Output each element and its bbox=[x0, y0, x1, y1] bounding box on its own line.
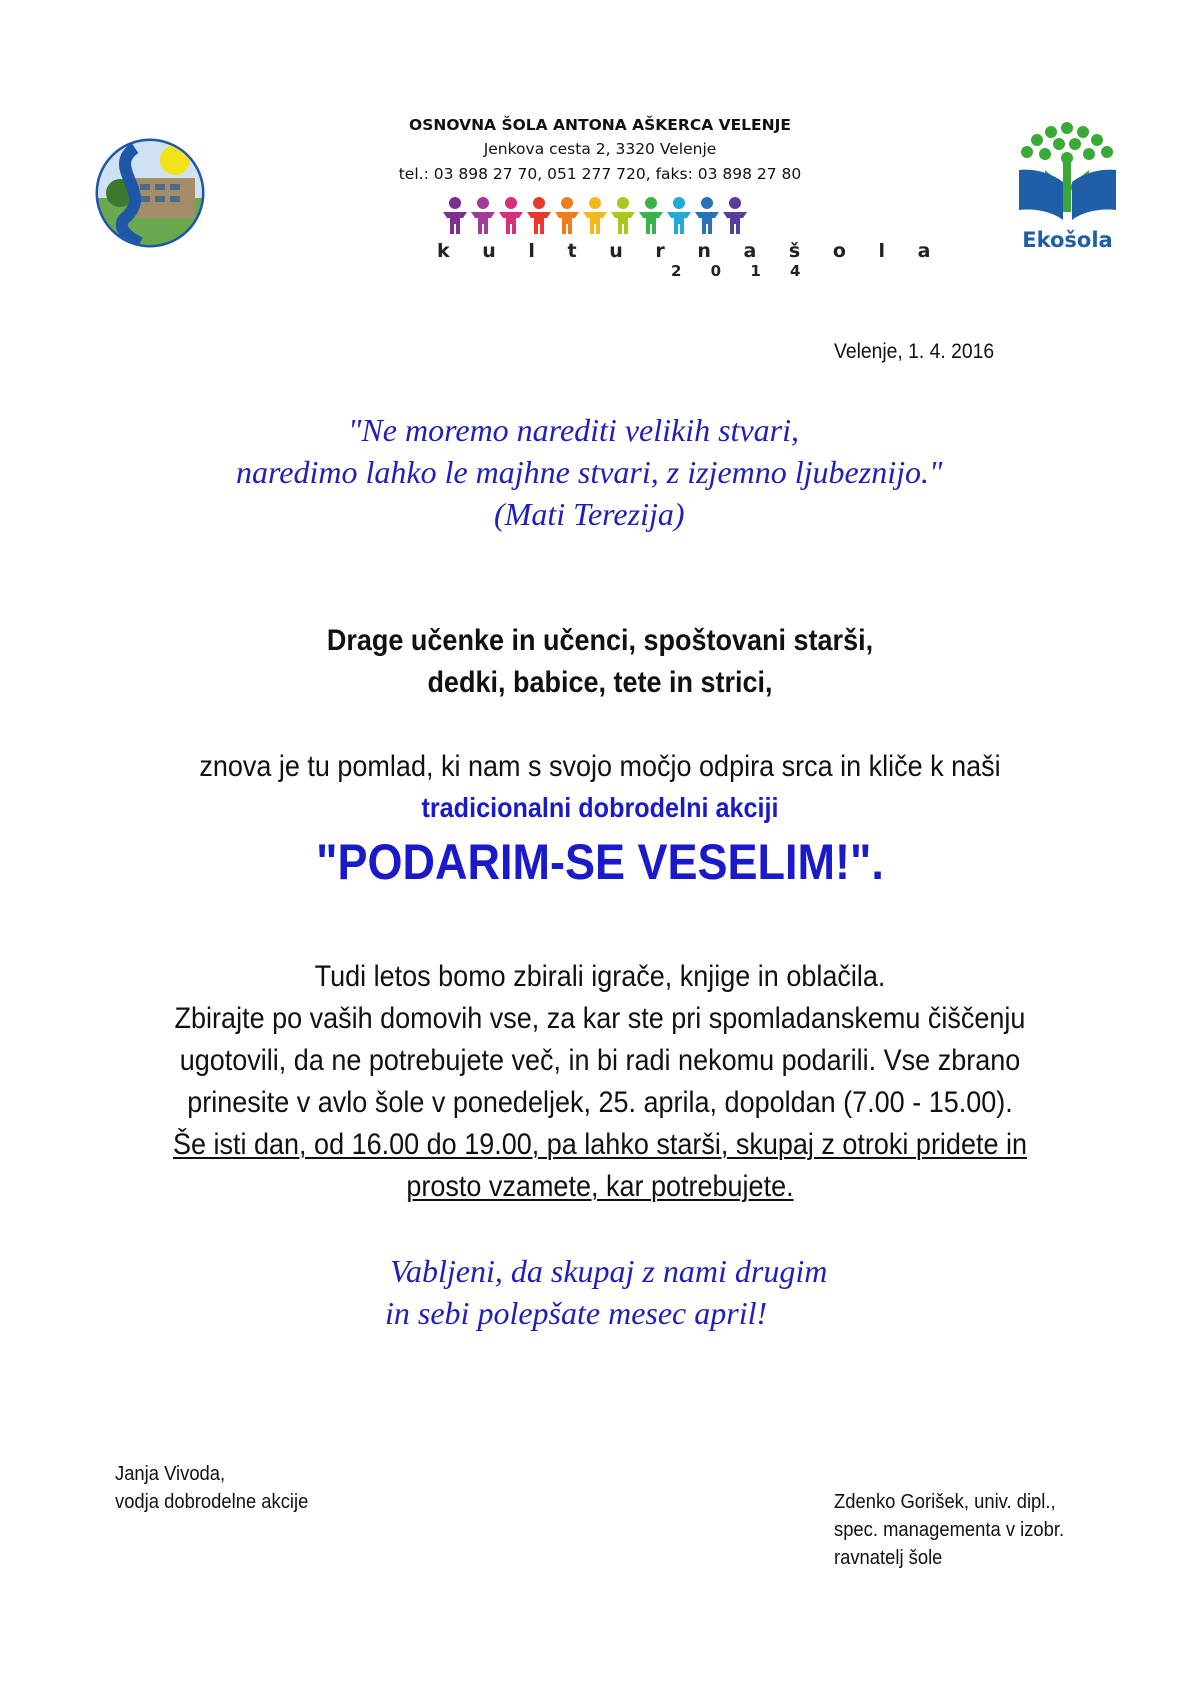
ekosola-logo bbox=[1015, 118, 1120, 258]
signature-right-title: spec. managementa v izobr. bbox=[834, 1519, 1065, 1541]
school-name: OSNOVNA ŠOLA ANTONA AŠKERCA VELENJE bbox=[409, 116, 791, 134]
kulturna-sola-people-icon bbox=[435, 196, 785, 238]
signature-right-name: Zdenko Gorišek, univ. dipl., bbox=[834, 1491, 1056, 1513]
intro-line: znova je tu pomlad, ki nam s svojo močjo odpira srca in kliče k naši bbox=[199, 750, 1001, 783]
ekosola-tree-book-icon bbox=[1015, 118, 1120, 228]
school-logo-icon bbox=[95, 138, 205, 248]
paragraph-line-1: Tudi letos bomo zbirali igrače, knjige in oblačila. bbox=[314, 960, 886, 993]
signature-left-role: vodja dobrodelne akcije bbox=[115, 1491, 309, 1513]
quote-line-2: naredimo lahko le majhne stvari, z izjemno ljubeznijo." bbox=[236, 454, 943, 490]
school-address: Jenkova cesta 2, 3320 Velenje bbox=[483, 140, 717, 158]
action-name: "PODARIM-SE VESELIM!". bbox=[316, 834, 884, 890]
school-header bbox=[330, 113, 870, 187]
paragraph-line-5 bbox=[60, 1124, 1140, 1166]
quote-author: (Mati Terezija) bbox=[494, 496, 685, 532]
document-date: Velenje, 1. 4. 2016 bbox=[834, 340, 995, 363]
quote-line-1: "Ne moremo narediti velikih stvari, bbox=[348, 412, 799, 448]
signature-right-role: ravnatelj šole bbox=[834, 1547, 943, 1569]
ekosola-label: Ekošola bbox=[1022, 228, 1113, 252]
closing-line-2: in sebi polepšate mesec april! bbox=[385, 1295, 768, 1331]
paragraph-line-2: Zbirajte po vaših domovih vse, za kar ste pri spomladanskemu čiščenju bbox=[174, 1002, 1026, 1035]
signature-right bbox=[834, 1488, 1064, 1572]
closing-line-1: Vabljeni, da skupaj z nami drugim bbox=[390, 1253, 828, 1289]
greeting-line-2: dedki, babice, tete in strici, bbox=[427, 666, 773, 699]
paragraph-line-6 bbox=[60, 1166, 1140, 1208]
paragraph-line-6-text: prosto vzamete, kar potrebujete. bbox=[406, 1170, 794, 1203]
school-phone: tel.: 03 898 27 70, 051 277 720, faks: 03 898 27 80 bbox=[398, 165, 802, 183]
paragraph-line-3: ugotovili, da ne potrebujete več, in bi radi nekomu podarili. Vse zbrano bbox=[179, 1044, 1021, 1077]
kulturna-sola-logo bbox=[435, 196, 944, 286]
action-subtitle: tradicionalni dobrodelni akciji bbox=[421, 792, 779, 823]
kulturna-sola-text: k u l t u r n a š o l a bbox=[437, 240, 944, 262]
signature-left-name: Janja Vivoda, bbox=[115, 1463, 226, 1485]
paragraph-line-5-text: Še isti dan, od 16.00 do 19.00, pa lahko starši, skupaj z otroki pridete in bbox=[172, 1128, 1028, 1161]
signature-left bbox=[115, 1460, 308, 1516]
kulturna-sola-year: 2 0 1 4 bbox=[671, 262, 813, 280]
greeting-line-1: Drage učenke in učenci, spoštovani starši, bbox=[326, 624, 874, 657]
paragraph-line-4: prinesite v avlo šole v ponedeljek, 25. aprila, dopoldan (7.00 - 15.00). bbox=[187, 1086, 1013, 1119]
